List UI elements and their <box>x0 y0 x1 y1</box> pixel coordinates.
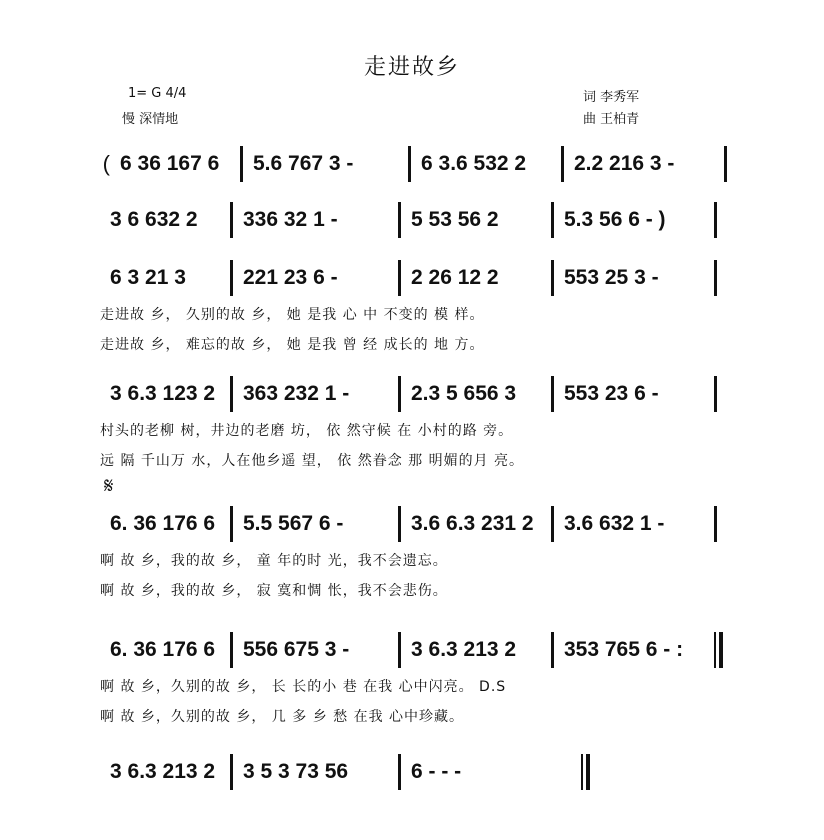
measure: 6 3 21 3 <box>110 266 186 289</box>
measure: 3 6 632 2 <box>110 208 198 231</box>
measure: 336 32 1 - <box>243 208 338 231</box>
measure: 363 232 1 - <box>243 382 350 405</box>
measure: 3 6.3 213 2 <box>110 760 216 783</box>
final-barline-thin <box>581 754 583 790</box>
key-time-signature: 1= G 4/4 <box>128 86 187 101</box>
repeat-end-barline-thick <box>719 632 723 668</box>
barline <box>724 146 727 182</box>
measure: 3.6 6.3 231 2 <box>411 512 534 535</box>
measure: 5 53 56 2 <box>411 208 499 231</box>
measure: 2 26 12 2 <box>411 266 499 289</box>
measure: 2.3 5 656 3 <box>411 382 517 405</box>
measure: 6. 36 176 6 <box>110 638 216 661</box>
segno-sign: 𝄋 <box>104 474 114 499</box>
song-title: 走进故乡 <box>363 55 460 80</box>
lyrics-verse-2: 走进故 乡， 难忘的故 乡， 她 是我 曾 经 成长的 地 方。 <box>100 337 485 353</box>
lyrics-verse-2: 远 隔 千山万 水，人在他乡遥 望， 依 然眷念 那 明媚的月 亮。 <box>100 453 525 469</box>
measure: 6 - - - <box>411 760 462 783</box>
measure: 3 6.3 213 2 <box>411 638 517 661</box>
lyrics-verse-1: 村头的老柳 树，井边的老磨 坊， 依 然守候 在 小村的路 旁。 <box>100 423 514 439</box>
measure: 6 3.6 532 2 <box>421 152 527 175</box>
barline <box>714 376 717 412</box>
measure: 6. 36 176 6 <box>110 512 216 535</box>
lyrics-verse-1: 啊 故 乡，久别的故 乡， 长 长的小 巷 在我 心中闪亮。 D.S <box>100 679 507 695</box>
measure: 353 765 6 - : <box>564 638 684 661</box>
lyrics-verse-2: 啊 故 乡，久别的故 乡， 几 多 乡 愁 在我 心中珍藏。 <box>100 709 465 725</box>
measure: 3 5 3 73 56 <box>243 760 349 783</box>
measure: 3 6.3 123 2 <box>110 382 216 405</box>
tempo-marking: 慢 深情地 <box>122 112 179 127</box>
lyricist-credit: 词 李秀军 <box>583 90 640 105</box>
lyrics-verse-1: 走进故 乡， 久别的故 乡， 她 是我 心 中 不变的 模 样。 <box>100 307 485 323</box>
measure: 556 675 3 - <box>243 638 350 661</box>
measure: 3.6 632 1 - <box>564 512 665 535</box>
measure: 221 23 6 - <box>243 266 338 289</box>
measure: 6 36 167 6 <box>120 152 220 175</box>
barline <box>714 260 717 296</box>
lyrics-verse-2: 啊 故 乡，我的故 乡， 寂 寞和惆 怅，我不会悲伤。 <box>100 583 448 599</box>
measure: 2.2 216 3 - <box>574 152 675 175</box>
measure: 5.6 767 3 - <box>253 152 354 175</box>
repeat-open-paren: ( <box>102 151 110 176</box>
barline <box>714 202 717 238</box>
final-barline-thick <box>586 754 590 790</box>
measure: 553 23 6 - <box>564 382 659 405</box>
repeat-end-barline <box>714 632 716 668</box>
composer-credit: 曲 王柏青 <box>583 112 640 127</box>
barline <box>714 506 717 542</box>
measure: 5.3 56 6 - ) <box>564 208 666 231</box>
lyrics-verse-1: 啊 故 乡，我的故 乡， 童 年的时 光，我不会遗忘。 <box>100 553 448 569</box>
measure: 5.5 567 6 - <box>243 512 344 535</box>
measure: 553 25 3 - <box>564 266 659 289</box>
